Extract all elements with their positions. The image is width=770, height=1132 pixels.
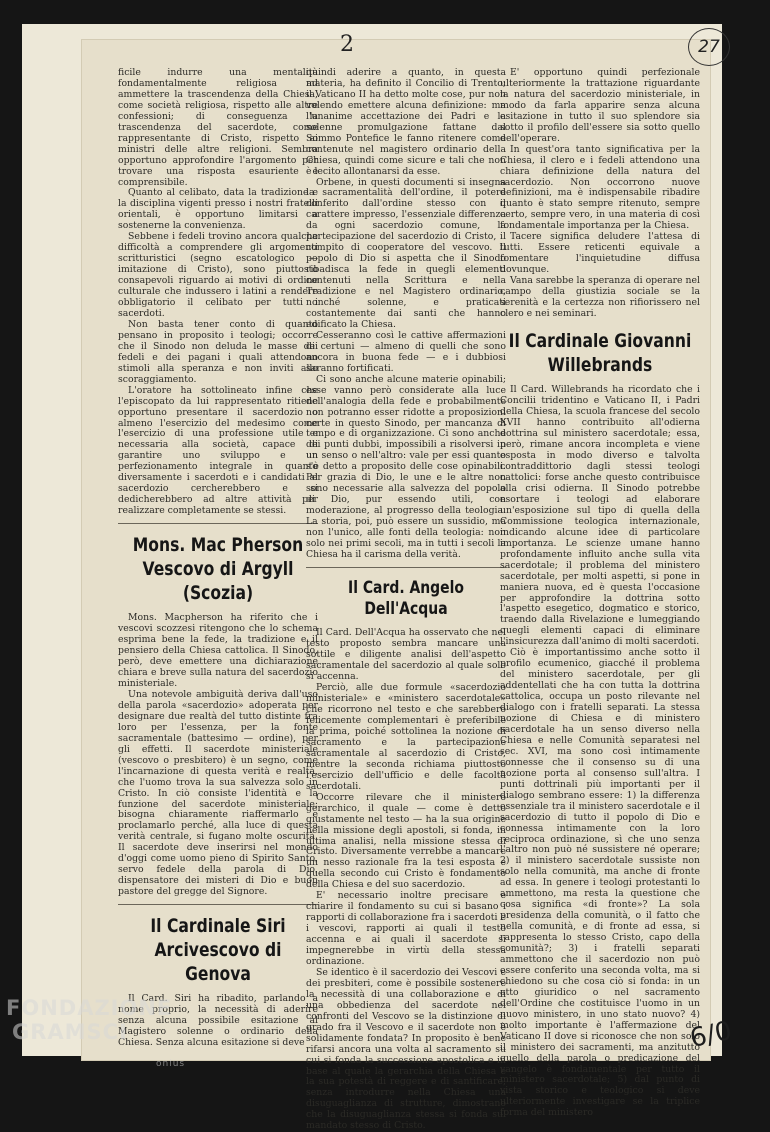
paragraph: Il Card. Willebrands ha ricordato che i Concilii tridentino e Vaticano II, i Padri della Chiesa, la scuola francese del secolo XVII hanno contribuito all'odierna dottrina sul ministero sacerdotale; essa, però, rimane ancora incompleta e viene esposta in modo diverso e talvolta contraddittorio dagli stessi teologi cattolici: forse anche questo contribuisce alla crisi odierna. Il Sinodo potrebbe esortare i teologi ad elaborare un'esposizione sul tipo di quella della Commissione teologica internazionale, indicando alcune idee di particolare importanza. Le scienze umane hanno profondamente influito anche sulla vita sacerdotale; il problema del ministero sacerdotale, per molti aspetti, si pone in maniera nuova, ed è questa l'occasione per approfondire la dottrina sotto l'aspetto esegetico, dogmatico e storico, traendo dalla Rivelazione e lumeggiando quegli elementi capaci di eliminare l'insicurezza dall'animo di molti sacerdoti. (500, 384, 700, 648)
paragraph: L'oratore ha sottolineato infine che l'episcopato da lui rappresentato ritiene opportuno presentare il sacerdozio o almeno l'esercizio del medesimo come l'esercizio di una professione utile e necessaria alla società, capace di garantire uno sviluppo e un perfezionamento integrale in quanto diversamente i sacerdoti e i candidati al sacerdozio cercherebbero e si dedicherebbero ad altre attività per realizzare completamente se stessi. (118, 384, 318, 517)
paragraph: Una notevole ambiguità deriva dall'uso della parola «sacerdozio» adoperata per designare due realtà del tutto distinte fra loro per l'essenza, per la fonte sacramentale (battesimo — ordine), per gli effetti. Il sacerdote ministeriale (vescovo o presbitero) è un segno, come l'incarnazione di questa verità e realtà, che l'uomo trova la sua salvezza solo in Cristo. In ciò consiste l'identità e la funzione del sacerdote ministeriale; bisogna chiaramente riaffermarlo e proclamarlo perché, alla luce di questa verità centrale, si fugano molte oscurità. Il sacerdote deve inserirsi nel mondo d'oggi come uomo pieno di Spirito Santo, servo fedele della parola di Dio, dispensatore dei misteri di Dio e buon pastore del gregge del Signore. (118, 689, 318, 898)
column-1 (118, 67, 318, 1049)
paragraph: ficile indurre una mentalità fondamentalmente religiosa ad ammettere la trascendenza della Chiesa, come società religiosa, rispetto alle altre confessioni; di conseguenza la trascendenza del sacerdote, come rappresentante di Cristo, rispetto ai ministri delle altre religioni. Sembra opportuno approfondire l'argomento per trovare una risposta esauriente e comprensibile. (118, 67, 318, 188)
paragraph: In quest'ora tanto significativa per la Chiesa, il clero e i fedeli attendono una chiara definizione della natura del sacerdozio. Non occorrono nuove definizioni, ma è indispensabile ribadire quanto è stato sempre ritenuto, sempre certo, sempre vero, in una materia di così fondamentale importanza per la Chiesa. (500, 143, 700, 232)
watermark-logo (6, 996, 196, 1069)
paragraph: Sebbene i fedeli trovino ancora qualche difficoltà a comprendere gli argomenti scritturistici (segno escatologico — imitazione di Cristo), sono piuttosto consapevoli riguardo ai motivi di ordine culturale che indussero i latini a rendere obbligatorio il celibato per tutti i sacerdoti. (118, 231, 318, 319)
column-2-bottom-text (306, 628, 506, 1132)
paragraph: Mons. Macpherson ha riferito che i vescovi scozzesi ritengono che lo schema esprima bene la fede, la tradizione e il pensiero della Chiesa cattolica. Il Sinodo, però, deve emettere una dichiarazione chiara e breve sulla natura del sacerdozio ministeriale. (118, 612, 318, 690)
column-2-top-text (306, 68, 506, 561)
column-divider (306, 567, 506, 568)
column-1-mid-text (118, 613, 318, 898)
paragraph: Ciò è importantissimo anche sotto il profilo ecumenico, giacché il problema del ministero sacerdotale, per gli addentellati che ha con tutta la dottrina cattolica, occupa un posto rilevante nel dialogo con i fratelli separati. La stessa nozione di Chiesa e di ministero sacerdotale ha un senso diverso nella Chiesa e nelle Comunità separatesi nel sec. XVI, ma sono così intimamente connesse che il consenso su di una nozione porta al consenso sull'altra. I punti dottrinali più importanti per il dialogo sembrano essere: 1) la differenza essenziale tra il ministero sacerdotale e il sacerdozio di tutto il popolo di Dio e connessa intimamente con la loro reciproca ordinazione, sì che uno senza l'altro non può né sussistere né operare; 2) il ministero sacerdotale sussiste non solo nella comunità, ma anche di fronte ad essa. In genere i teologi protestanti lo ammettono, ma resta la questione che cosa significa «di fronte»? La sola presidenza della comunità, o il fatto che nella comunità, e di fronte ad essa, si rappresenta lo stesso Cristo, capo della comunità?; 3) i fratelli separati ammettono che il sacerdozio non può essere conferito una seconda volta, ma si chiedono su che cosa ciò si fonda: in un atto giuridico o nel sacramento dell'Ordine che costituisce l'uomo in un nuovo ministero, in uno stato nuovo? 4) molto importante è l'affermazione del Vaticano II dove si riconosce che non solo il ministero dei sacramenti, ma anzitutto quello della parola o predicazione del vangelo è fondamentale per tutto il ministero sacerdotale; 5) dal punto di vista storico e teologico si deve ulteriormente investigare se la triplice forma del ministero (500, 647, 700, 1119)
handwritten-mark: 6/0 (687, 1015, 735, 1055)
paragraph: Ci sono anche alcune materie opinabili; esse vanno però considerate alla luce dell'analogia della fede e probabilmente non potranno esser ridotte a proposizioni certe in questo Sinodo, per mancanza di tempo e di organizzazione. Ci sono anche dei punti dubbi, impossibili a risolversi in un senso o nell'altro: vale per essi quanto s'è detto a proposito delle cose opinabili. Per grazia di Dio, le une e le altre non sono necessarie alla salvezza del popolo di Dio, pur essendo utili, con moderazione, al progresso della teologia. La storia, poi, può essere un sussidio, ma non l'unico, alle fonti della teologia: non solo nei primi secoli, ma in tutti i secoli la Chiesa ha il carisma della verità. (306, 373, 506, 560)
heading-dellacqua: Il Card. Angelo Dell'Acqua (348, 577, 464, 620)
paragraph: E' opportuno quindi perfezionale ulteriormente la trattazione riguardante la natura del sacerdozio ministeriale, in modo da farla apparire senza alcuna esitazione in tutto il suo splendore sia sotto il profilo dell'essere sia sotto quello dell'operare. (500, 67, 700, 144)
column-divider (118, 904, 318, 905)
paragraph: Il Card. Dell'Acqua ha osservato che nel testo proposto sembra mancare una sottile e diligente analisi dell'aspetto sacramentale del sacerdozio al quale solo si accenna. (306, 627, 506, 683)
column-3-top-text (500, 68, 700, 320)
paragraph: Cesseranno così le cattive affermazioni di certuni — almeno di quelli che sono ancora in buona fede — e i dubbiosi saranno fortificati. (306, 329, 506, 374)
paragraph: quindi aderire a quanto, in questa materia, ha definito il Concilio di Trento; il Vaticano II ha detto molte cose, pur non volendo emettere alcuna definizione: ma l'unanime accettazione dei Padri e la solenne promulgazione fattane dal Sommo Pontefice le fanno ritenere come contenute nel magistero ordinario della Chiesa, quindi come sicure e tali che non è lecito allontanarsi da esse. (306, 67, 506, 177)
column-2 (306, 67, 506, 1132)
paragraph: Orbene, in questi documenti si insegna la sacramentalità dell'ordine, il potere conferito dall'ordine stesso con il carattere impresso, l'essenziale differenza da ogni sacerdozio comune, la partecipazione del sacerdozio di Cristo, il compito di cooperatore del vescovo. Il popolo di Dio si aspetta che il Sinodo ribadisca la fede in quegli elementi contenuti nella Scrittura e nella Tradizione e nel Magistero ordinario, nonché solenne, e praticati costantemente dai santi che hanno edificato la Chiesa. (306, 176, 506, 330)
heading-macpherson: Mons. Mac Pherson Vescovo di Argyll (Scozia) (132, 534, 304, 604)
paragraph: Tacere significa deludere l'attesa di tutti. Essere reticenti equivale a fomentare l'inquietudine diffusa dovunque. (500, 231, 700, 276)
watermark-line-1: FONDAZIONE (6, 996, 173, 1020)
paragraph: Non basta tener conto di quanto pensano in proposito i teologi; occorre che il Sinodo non deluda le masse dei fedeli e dei pagani i quali attendono stimoli alla speranza e non inviti allo scoraggiamento. (118, 318, 318, 385)
column-divider (118, 523, 318, 524)
paragraph: Se identico è il sacerdozio dei Vescovi e dei presbiteri, come è possibile sostenere la necessità di una collaborazione e di una obbedienza del sacerdote nei confronti del Vescovo se la distinzione di grado fra il Vescovo e il sacerdote non è solidamente fondata? In proposito è bene rifarsi ancora una volta al sacramento su cui si fonda la successione apostolica e in base al quale la gerarchia della Chiesa e la sua potestà di reggere e di santificare, senza introdurre nella Chiesa una disuguaglianza di strutture, dimostrano che la disuguaglianza stessa si fonda sul mandato stesso di Cristo. (306, 966, 506, 1132)
heading-willebrands: Il Cardinale Giovanni Willebrands (508, 329, 692, 376)
paragraph: Perciò, alle due formule «sacerdozio ministeriale» e «ministero sacerdotale» che ricorrono nel testo e che sarebbero felicemente complementari è preferibile la prima, poiché sottolinea la nozione di sacramento e la partecipazione sacramentale al sacerdozio di Cristo, mentre la seconda richiama piuttosto l'esercizio dell'ufficio e delle facoltà sacerdotali. (306, 682, 506, 792)
paragraph: Occorre rilevare che il ministero gerarchico, il quale — come è detto giustamente nel testo — ha la sua origine nella missione degli apostoli, si fonda, in ultima analisi, nella missione stessa di Cristo. Diversamente verrebbe a mancare un nesso razionale fra la tesi esposta e quella secondo cui Cristo è fondamento della Chiesa e del suo sacerdozio. (306, 791, 506, 891)
column-3 (500, 67, 700, 1119)
column-3-bottom-text (500, 385, 700, 1119)
paragraph: Vana sarebbe la speranza di operare nel campo della giustizia sociale se la serenità e la certezza non rifiorissero nel clero e nei seminari. (500, 275, 700, 319)
page-number: 2 (340, 32, 354, 57)
paragraph: E' necessario inoltre precisare e chiarire il fondamento su cui si basano i rapporti di collaborazione fra i sacerdoti e i vescovi, rapporti ai quali il testo accenna e ai quali il sacerdote si impegnerebbe in virtù della stessa ordinazione. (306, 890, 506, 967)
watermark-line-2: GRAMSCI (12, 1020, 128, 1044)
watermark-line-3: onlus (156, 1059, 186, 1069)
heading-siri: Il Cardinale Siri Arcivescovo di Genova (150, 915, 286, 985)
paragraph: Quanto al celibato, data la tradizione e la disciplina vigenti presso i nostri fratelli orientali, è opportuno limitarsi a sostenerne la convenienza. (118, 187, 318, 232)
paragraph: Il Card. Siri ha ribadito, parlando a nome proprio, la necessità di aderire senza alcuna possibile esitazione al Magistero solenne o ordinario della Chiesa. Senza alcuna esitazione si deve (118, 993, 318, 1049)
archive-number-circle: 27 (688, 28, 730, 66)
column-1-top-text (118, 68, 318, 517)
